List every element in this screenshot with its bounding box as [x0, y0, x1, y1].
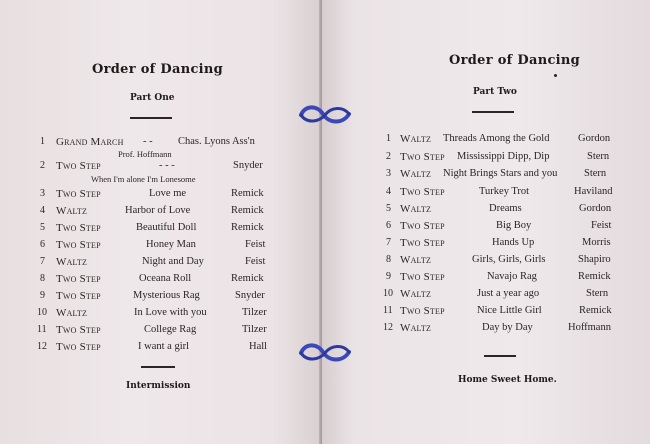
row-number: 6: [386, 220, 391, 231]
song-title: Harbor of Love: [125, 205, 191, 216]
program-row: [322, 133, 650, 147]
program-row: [322, 288, 650, 302]
row-number: 9: [40, 290, 45, 301]
row-number: 10: [383, 288, 393, 299]
program-row: [322, 254, 650, 268]
row-number: 7: [40, 256, 45, 267]
program-row: [0, 188, 322, 202]
composer: Tilzer: [242, 307, 267, 318]
dance-type: Two Step: [56, 273, 101, 285]
program-row: [0, 341, 322, 355]
dance-type: Waltz: [400, 168, 432, 180]
song-title: Dreams: [489, 203, 522, 214]
dance-type: Grand March: [56, 136, 124, 148]
program-row: [0, 222, 322, 236]
song-title: Night Brings Stars and you: [443, 168, 558, 179]
program-row: [322, 322, 650, 336]
composer: Stern: [584, 168, 607, 179]
song-title: Day by Day: [482, 322, 533, 333]
part-label: Part One: [130, 93, 175, 103]
composer: Remick: [231, 273, 264, 284]
row-number: 5: [386, 203, 391, 214]
program-row: [0, 307, 322, 321]
song-title: Just a year ago: [477, 288, 540, 299]
row-number: 4: [40, 205, 45, 216]
row-number: 3: [386, 168, 391, 179]
program-row: [0, 273, 322, 287]
composer: Remick: [578, 271, 611, 282]
composer: Tilzer: [242, 324, 267, 335]
composer: Hall: [249, 341, 268, 352]
divider-rule: [472, 111, 514, 113]
dance-type: Waltz: [400, 203, 432, 215]
song-title: I want a girl: [138, 341, 190, 352]
program-row: [0, 290, 322, 304]
program-row: [0, 324, 322, 338]
divider-rule: [130, 117, 172, 119]
song-title: Mysterious Rag: [133, 290, 200, 301]
program-row: [0, 160, 322, 174]
song-title: Girls, Girls, Girls: [472, 254, 546, 265]
song-title: Threads Among the Gold: [443, 133, 550, 144]
program-row: [322, 186, 650, 200]
song-title: Big Boy: [496, 220, 532, 231]
composer: Remick: [231, 188, 264, 199]
program-row: [322, 203, 650, 217]
dance-type: Two Step: [56, 160, 101, 172]
composer: Stern: [586, 288, 609, 299]
row-number: 1: [386, 133, 391, 144]
song-title: Turkey Trot: [479, 186, 530, 197]
composer: Haviland: [574, 186, 613, 197]
row-number: 2: [386, 151, 391, 162]
page-title: Order of Dancing: [449, 53, 581, 68]
composer: Gordon: [579, 203, 612, 214]
row-note: When I'm alone I'm Lonesome: [91, 174, 196, 184]
intermission-label: Intermission: [126, 381, 191, 391]
dance-type: Two Step: [56, 188, 101, 200]
dance-type: Two Step: [400, 237, 445, 249]
right-page: [322, 0, 650, 444]
dance-type: Two Step: [56, 290, 101, 302]
program-row: [0, 239, 322, 253]
row-number: 10: [37, 307, 47, 318]
composer: Feist: [245, 239, 266, 250]
dance-type: Two Step: [400, 151, 445, 163]
left-page: [0, 0, 322, 444]
dance-type: Two Step: [56, 341, 101, 353]
row-note: Prof. Hoffmann: [118, 149, 172, 159]
composer: Stern: [587, 151, 610, 162]
dance-type: Two Step: [56, 324, 101, 336]
song-title: Nice Little Girl: [477, 305, 542, 316]
composer: Feist: [591, 220, 612, 231]
song-title: In Love with you: [134, 307, 207, 318]
dance-type: Two Step: [400, 220, 445, 232]
row-number: 6: [40, 239, 45, 250]
dance-type: Waltz: [400, 254, 432, 266]
program-row: [0, 256, 322, 270]
dance-type: Waltz: [400, 288, 432, 300]
divider-rule: [141, 366, 175, 368]
composer: Gordon: [578, 133, 611, 144]
dance-type: Two Step: [400, 271, 445, 283]
row-number: 8: [386, 254, 391, 265]
song-title: College Rag: [144, 324, 197, 335]
part-label: Part Two: [473, 87, 517, 97]
composer: Snyder: [233, 160, 263, 171]
composer: Remick: [231, 222, 264, 233]
song-title: Mississippi Dipp, Dip: [457, 151, 550, 162]
song-title: - - -: [159, 160, 175, 171]
row-number: 11: [383, 305, 393, 316]
row-number: 5: [40, 222, 45, 233]
row-number: 1: [40, 136, 45, 147]
composer: Remick: [231, 205, 264, 216]
composer: Morris: [582, 237, 611, 248]
divider-rule: [484, 355, 516, 357]
program-row: [0, 205, 322, 219]
dance-type: Waltz: [400, 322, 432, 334]
song-title: Oceana Roll: [139, 273, 192, 284]
song-title: Night and Day: [142, 256, 204, 267]
program-row: [322, 220, 650, 234]
binding-cord-bottom: [295, 340, 355, 366]
dance-type: Two Step: [400, 186, 445, 198]
row-number: 12: [383, 322, 393, 333]
ink-speck: [554, 74, 557, 77]
composer: Snyder: [235, 290, 265, 301]
row-number: 7: [386, 237, 391, 248]
row-number: 4: [386, 186, 391, 197]
dance-type: Two Step: [56, 222, 101, 234]
composer: Hoffmann: [568, 322, 611, 333]
program-row: [322, 271, 650, 285]
closing-label: Home Sweet Home.: [458, 375, 557, 385]
composer: Feist: [245, 256, 266, 267]
page-title: Order of Dancing: [92, 62, 224, 77]
program-row: [322, 168, 650, 182]
dance-type: Waltz: [400, 133, 432, 145]
row-number: 3: [40, 188, 45, 199]
row-number: 8: [40, 273, 45, 284]
dance-type: Two Step: [400, 305, 445, 317]
song-title: Beautiful Doll: [136, 222, 197, 233]
song-title: Honey Man: [146, 239, 196, 250]
binding-cord-top: [295, 102, 355, 128]
row-number: 11: [37, 324, 47, 335]
dance-type: Two Step: [56, 239, 101, 251]
row-number: 2: [40, 160, 45, 171]
program-row: [322, 305, 650, 319]
row-number: 9: [386, 271, 391, 282]
dance-type: Waltz: [56, 307, 88, 319]
dance-type: Waltz: [56, 205, 88, 217]
program-row: [0, 136, 322, 150]
song-title: - -: [143, 136, 153, 147]
composer: Chas. Lyons Ass'n: [178, 136, 255, 147]
song-title: Hands Up: [492, 237, 535, 248]
dance-type: Waltz: [56, 256, 88, 268]
song-title: Navajo Rag: [487, 271, 537, 282]
composer: Remick: [579, 305, 612, 316]
program-row: [322, 237, 650, 251]
song-title: Love me: [149, 188, 187, 199]
composer: Shapiro: [578, 254, 611, 265]
row-number: 12: [37, 341, 47, 352]
program-row: [322, 151, 650, 165]
